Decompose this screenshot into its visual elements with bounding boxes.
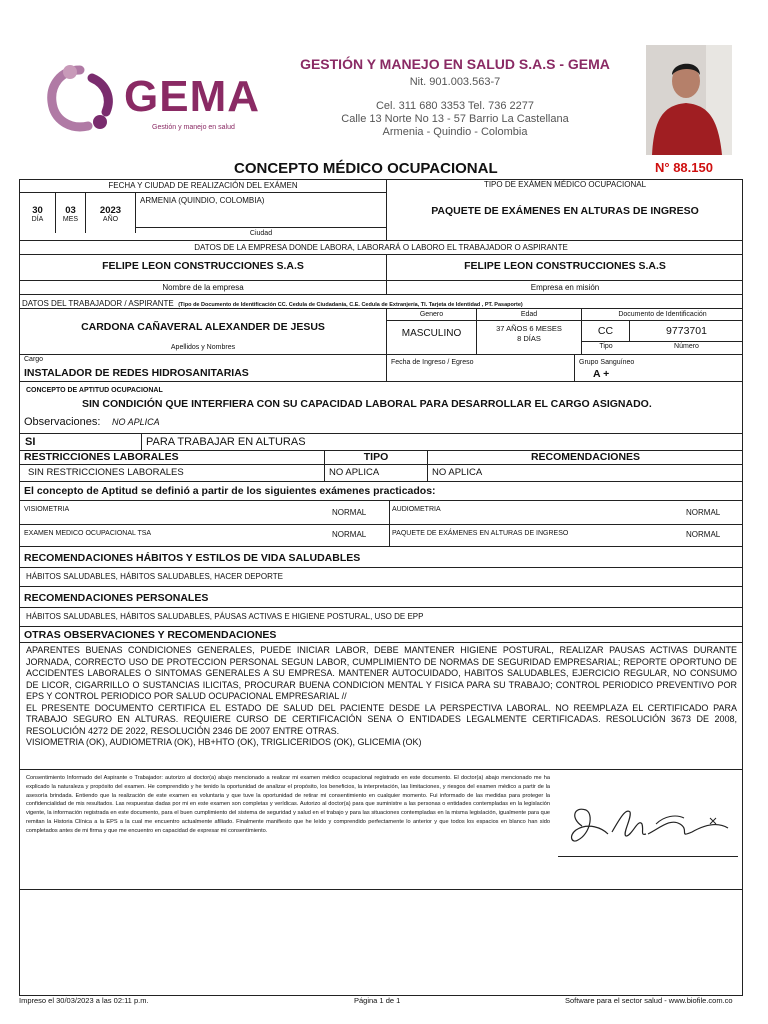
blood-value: A + — [593, 368, 610, 380]
patient-signature — [560, 788, 740, 858]
signature-icon — [560, 788, 740, 858]
exams-title: El concepto de Aptitud se definió a partir de los siguientes exámenes practicados: — [19, 482, 743, 501]
exam-result: NORMAL — [686, 530, 721, 539]
worker-name: CARDONA CAÑAVERAL ALEXANDER DE JESUS — [81, 321, 325, 333]
footer-printed: Impreso el 30/03/2023 a las 02:11 p.m. — [19, 996, 149, 1005]
exam-info-row — [19, 179, 743, 241]
document-title: CONCEPTO MÉDICO OCUPACIONAL — [234, 160, 498, 177]
heights-flag: SI — [20, 434, 142, 450]
type-label: TIPO DE EXÁMEN MÉDICO OCUPACIONAL — [483, 180, 647, 189]
month-label: MES — [62, 216, 79, 223]
company-section-label: DATOS DE LA EMPRESA DONDE LABORA, LABORARÁ O LABORO EL TRABAJADOR O ASPIRANTE — [19, 241, 743, 255]
aptitude-label: CONCEPTO DE APTITUD OCUPACIONAL — [26, 387, 163, 394]
exam-day: 30 — [32, 205, 43, 216]
empty-area — [19, 890, 743, 996]
habits-value: HÁBITOS SALUDABLES, HÁBITOS SALUDABLES, HACER DEPORTE — [19, 568, 743, 587]
document-number: N° 88.150 — [655, 160, 713, 175]
date-label: FECHA Y CIUDAD DE REALIZACIÓN DEL EXÁMEN — [20, 179, 386, 193]
restrictions-value3: NO APLICA — [432, 467, 483, 478]
worker-section-label — [19, 295, 743, 309]
restrictions-col2: TIPO — [325, 451, 428, 464]
exam-name: VISIOMETRIA — [24, 506, 70, 513]
doc-number: 9773701 — [630, 321, 743, 342]
consent-row — [19, 770, 743, 890]
restrictions-col3: RECOMENDACIONES — [530, 451, 641, 463]
exam-result: NORMAL — [332, 508, 367, 517]
exam-city: ARMENIA (QUINDIO, COLOMBIA) — [140, 196, 265, 205]
other-paragraph-3: VISIOMETRIA (OK), AUDIOMETRIA (OK), HB+HTO (OK), TRIGLICERIDOS (OK), GLICEMIA (OK) — [26, 737, 422, 747]
observations-value: NO APLICA — [112, 417, 160, 427]
other-paragraph-2: EL PRESENTE DOCUMENTO CERTIFICA EL ESTADO DE SALUD DEL PACIENTE DESDE LA PERSPECTIVA LABORAL. NO REEMPLAZA EL CERTIFICADO PARA TRABAJO SEGURO EN ALTURAS. REQUIERE CURSO DE CERTIFICACIÓN SENA O ENTIDADES LEGALMENTE CERTIFICADAS. RESOLUCIÓN 3673 DE 2008, RESOLUCIÓN 4272 DE 2022, RESOLUCIÓN 2346 DE 2007 ENTRE OTRAS. — [26, 702, 737, 736]
worker-name-label: Apellidos y Nombres — [170, 344, 236, 351]
position-row — [19, 355, 743, 382]
restrictions-header — [19, 451, 743, 465]
gema-logo-icon — [40, 58, 130, 138]
footer-software: Software para el sector salud - www.biofile.com.co — [565, 996, 733, 1005]
mission-company-value: FELIPE LEON CONSTRUCCIONES S.A.S — [464, 260, 666, 272]
patient-photo-image — [646, 45, 732, 155]
signature-line — [558, 856, 738, 857]
doc-label: Documento de Identificación — [582, 309, 743, 321]
worker-row — [19, 309, 743, 355]
company-phone: Cel. 311 680 3353 Tel. 736 2277 — [375, 100, 534, 112]
other-paragraph-1: APARENTES BUENAS CONDICIONES GENERALES, PUEDE INICIAR LABOR, DEBE MANTENER HIGIENE POSTURAL, REALIZAR PAUSAS ACTIVAS DURANTE JORNADA, CORRECTO USO DE PROTECCION PERSONAL SEGUN LABOR, CUMPLIMIENTO DE NORMAS DE SEGURIDAD EMPRESARIAL; REPORTE OPORTUNO DE ACCIDENTES LABORALES O SINTOMAS GENERALES A SU EMPRESA. MANTENER AUTOCUIDADO, HABITOS SALUDABLES, EJERCICIO REGULAR, NO CONSUMO DE LICOR, CIGARRILLO O SUSTANCIAS ILICITAS, PROCURAR BUENA CONDICION MENTAL Y FISICA PARA SU TRABAJO; CONTROL PERIODICO PREVENTIVO POR EPS Y CONTROL PERIODICO POR SALUD OCUPACIONAL EMPRESARIAL // — [26, 645, 737, 701]
age-label: Edad — [477, 309, 581, 321]
gender-label: Genero — [387, 309, 476, 321]
restrictions-col1: RESTRICCIONES LABORALES — [20, 451, 325, 464]
gema-logo — [40, 58, 270, 138]
position-label: Cargo — [24, 356, 44, 363]
exam-name: EXAMEN MEDICO OCUPACIONAL TSA — [24, 530, 152, 537]
exam-name: AUDIOMETRIA — [392, 506, 441, 513]
habits-title: RECOMENDACIONES HÁBITOS Y ESTILOS DE VIDA SALUDABLES — [19, 547, 743, 568]
aptitude-row — [19, 382, 743, 434]
company-address: Calle 13 Norte No 13 - 57 Barrio La Castellana — [341, 113, 569, 125]
restrictions-values — [19, 465, 743, 482]
type-value: PAQUETE DE EXÁMENES EN ALTURAS DE INGRESO — [431, 205, 699, 217]
position-value: INSTALADOR DE REDES HIDROSANITARIAS — [24, 367, 249, 379]
exam-name: PAQUETE DE EXÁMENES EN ALTURAS DE INGRESO — [392, 530, 569, 537]
year-label: AÑO — [102, 216, 119, 223]
company-name-value: FELIPE LEON CONSTRUCCIONES S.A.S — [102, 260, 304, 272]
company-name-label: Nombre de la empresa — [20, 280, 386, 294]
logo-text: GEMA — [124, 72, 260, 121]
exam-year: 2023 — [99, 205, 122, 216]
exam-month: 03 — [65, 205, 76, 216]
doc-type: CC — [582, 321, 630, 342]
mission-company-label: Empresa en misión — [387, 280, 743, 294]
worker-section-title: DATOS DEL TRABAJADOR / ASPIRANTE — [22, 299, 174, 308]
day-label: DÍA — [31, 216, 44, 223]
doc-number-label: Número — [674, 343, 699, 350]
other-title: OTRAS OBSERVACIONES Y RECOMENDACIONES — [19, 627, 743, 643]
company-row — [19, 255, 743, 295]
logo-tagline: Gestión y manejo en salud — [152, 124, 235, 131]
personal-title: RECOMENDACIONES PERSONALES — [19, 587, 743, 608]
personal-value: HÁBITOS SALUDABLES, HÁBITOS SALUDABLES, PÁUSAS ACTIVAS E HIGIENE POSTURAL, USO DE EPP — [19, 608, 743, 627]
exams-row-2 — [19, 525, 743, 547]
heights-row — [19, 434, 743, 451]
consent-text: Consentimiento Informado del Aspirante o Trabajador: autorizo al doctor(a) abajo mencionado a realizar mi examen médico ocupacional registrado en este documento. El doctor(a) abajo mencionado me ha explicado la naturaleza y propósito del examen. He comprendido y he tenido la oportunidad de analizar el propósito, los beneficios, la interpretación, las limitaciones, y riesgos del examen médico a partir de la asesoría brindada. Entiendo que la realización de este examen es voluntaria y que tuve la oportunidad de retirar mi consentimiento en cualquier momento. Fui informado de las medidas para proteger la confidencialidad de mis resultados. Las respuestas dadas por mi en este examen son completas y verídicas. Autorizo al doctor(a) para que suministre a las personas o entidades contempladas en la legislación vigente, la información registrada en este documento, para el buen cumplimiento del sistema de seguridad y salud en el trabajo y para las situaciones contempladas en la misma legislación, igualmente para que remitan la Historia Clínica a la EPS a la cual me encuentro actualmente afiliado. Finalmente manifiesto que he leído y comprendido perfectamente lo anterior y que todos los espacios en blanco han sido completados antes de mi firma y que me encuentro en capacidad de expresar mi consentimiento. — [26, 775, 550, 834]
blood-label: Grupo Sanguíneo — [579, 359, 635, 366]
city-label: Ciudad — [136, 227, 386, 240]
company-info — [290, 56, 620, 138]
observations-label: Observaciones: — [24, 416, 101, 428]
exam-result: NORMAL — [332, 530, 367, 539]
ingress-label: Fecha de Ingreso / Egreso — [391, 359, 474, 366]
worker-section-note: (Tipo de Documento de Identificación CC. Cedula de Ciudadanía, C.E. Cedula de Extranjería, TI. Tarjeta de Identidad , PT. Pasaporte) — [178, 302, 523, 308]
company-nit: Nit. 901.003.563-7 — [409, 76, 501, 88]
restrictions-value1: SIN RESTRICCIONES LABORALES — [20, 465, 325, 481]
company-name: GESTIÓN Y MANEJO EN SALUD S.A.S - GEMA — [300, 56, 610, 72]
exam-result: NORMAL — [686, 508, 721, 517]
doc-type-label: Tipo — [599, 343, 613, 350]
heights-label: PARA TRABAJAR EN ALTURAS — [146, 436, 306, 448]
other-body — [19, 643, 743, 770]
gender-value: MASCULINO — [401, 328, 462, 339]
footer-page: Página 1 de 1 — [354, 996, 401, 1005]
company-city: Armenia - Quindio - Colombia — [382, 126, 528, 138]
aptitude-value: SIN CONDICIÓN QUE INTERFIERA CON SU CAPACIDAD LABORAL PARA DESARROLLAR EL CARGO ASIGNADO. — [82, 398, 652, 410]
exams-row-1 — [19, 501, 743, 525]
patient-photo — [646, 45, 732, 155]
age-value: 37 AÑOS 6 MESES 8 DÍAS — [496, 324, 562, 343]
restrictions-value2: NO APLICA — [325, 465, 428, 481]
